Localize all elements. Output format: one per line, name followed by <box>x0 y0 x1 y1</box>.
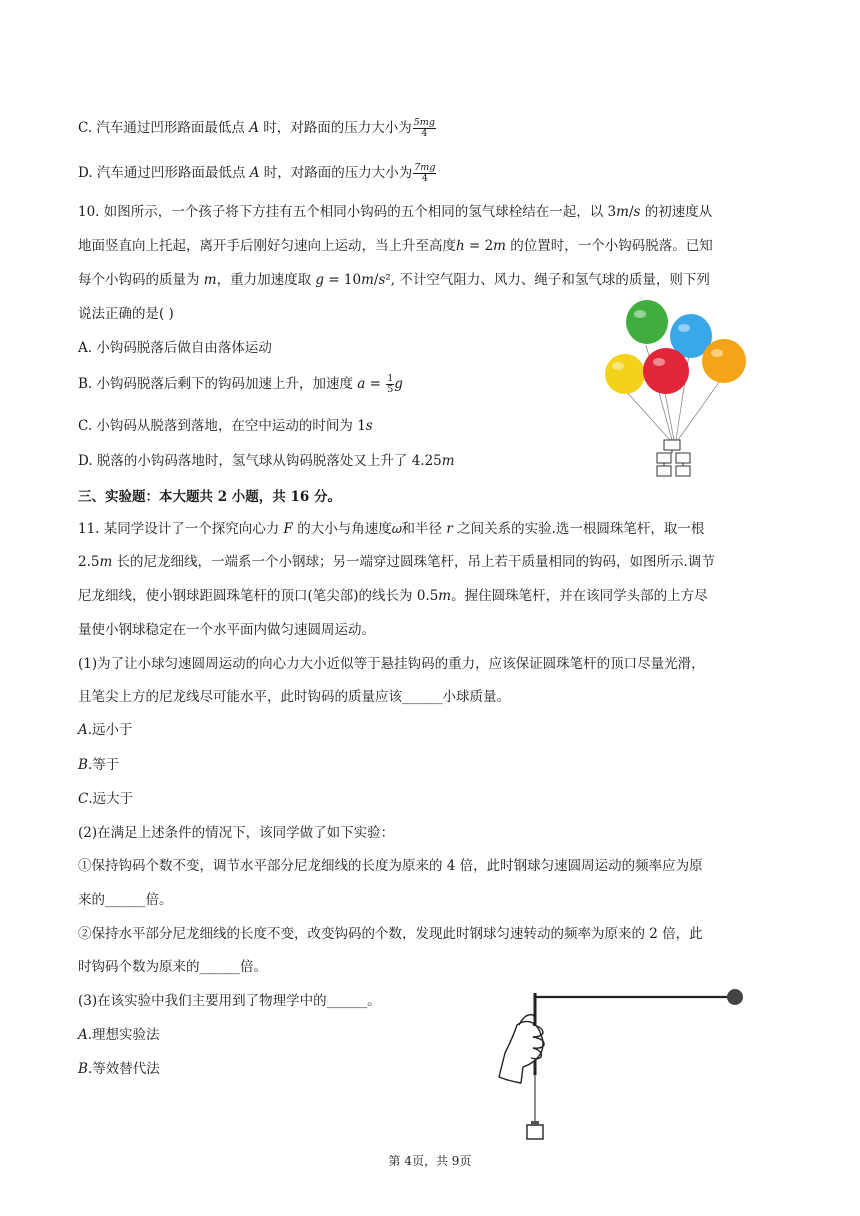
q10-option-d: D. 脱落的小钩码落地时，氢气球从钩码脱落处又上升了 4.25𝑚 <box>78 453 455 469</box>
q10-stem-line-1: 10. 如图所示，一个孩子将下方挂有五个相同小钩码的五个相同的氢气球栓结在一起，以 3𝑚/𝑠 的初速度从 <box>78 204 713 220</box>
section-3-heading: 三、实验题：本大题共 2 小题，共 16 分。 <box>78 489 341 505</box>
q11-stem-line-4: 量使小钢球稳定在一个水平面内做匀速圆周运动。 <box>78 622 375 638</box>
q10-stem-line-3: 每个小钩码的质量为 𝑚，重力加速度取 𝑔 = 10𝑚/𝑠², 不计空气阻力、风力、绳子和氢气球的质量，则下列 <box>78 272 710 288</box>
q11-part1-option-b: 𝐵.等于 <box>78 757 120 773</box>
balloon-figure <box>600 300 760 490</box>
q11-part3-option-a: 𝐴.理想实验法 <box>78 1027 160 1043</box>
q11-stem-line-2: 2.5𝑚 长的尼龙细线，一端系一个小钢球；另一端穿过圆珠笔杆，吊上若干质量相同的钩码，如图所示.调节 <box>78 554 715 570</box>
green-balloon-body <box>626 300 668 344</box>
q11-part2b-line-1: ②保持水平部分尼龙细线的长度不变，改变钩码的个数，发现此时钢球匀速转动的频率为原来的 2 倍，此 <box>78 926 703 942</box>
q11-part1-line-1: (1)为了让小球匀速圆周运动的向心力大小近似等于悬挂钩码的重力，应该保证圆珠笔杆的顶口尽量光滑， <box>78 656 705 672</box>
q11-part2b-line-2: 时钩码个数为原来的______倍。 <box>78 959 267 975</box>
q9-option-d-text: D. 汽车通过凹形路面最低点 𝐴 时，对路面的压力大小为 <box>78 165 413 181</box>
q10-option-b-tail: 𝑔 <box>394 376 403 392</box>
hook-weight <box>527 1125 543 1139</box>
q11-part1-option-a: 𝐴.远小于 <box>78 722 133 738</box>
q11-part2a-line-1: ①保持钩码个数不变，调节水平部分尼龙细线的长度为原来的 4 倍，此时钢球匀速圆周运动的频率应为原 <box>78 858 703 874</box>
q11-part1-option-c: 𝐶.远大于 <box>78 791 134 807</box>
q9-option-c-fraction <box>413 118 436 139</box>
q9-option-c-denominator: 4 <box>421 128 428 139</box>
q11-part1-line-2: 且笔尖上方的尼龙线尽可能水平，此时钩码的质量应该______小球质量。 <box>78 689 510 705</box>
q9-option-c <box>78 118 436 139</box>
orange-balloon <box>702 339 746 383</box>
q9-option-d-fraction <box>413 163 436 184</box>
q10-stem-line-4: 说法正确的是( ) <box>78 306 174 322</box>
yellow-balloon-body <box>605 354 645 394</box>
q9-option-c-text: C. 汽车通过凹形路面最低点 𝐴 时，对路面的压力大小为 <box>78 120 412 136</box>
red-balloon <box>643 348 689 394</box>
centripetal-apparatus-figure <box>495 985 755 1145</box>
q9-option-d-numerator: 7𝑚𝑔 <box>414 162 436 173</box>
q11-part2a-line-2: 来的______倍。 <box>78 892 173 908</box>
q10-option-a: A. 小钩码脱落后做自由落体运动 <box>78 340 272 356</box>
q11-part3-option-b: 𝐵.等效替代法 <box>78 1061 160 1077</box>
q10-option-b-denominator: 5 <box>387 384 394 395</box>
q10-option-b-text: B. 小钩码脱落后剩下的钩码加速上升，加速度 𝑎 = <box>78 376 381 392</box>
orange-balloon-body <box>702 339 746 383</box>
q9-option-d-denominator: 4 <box>421 173 428 184</box>
q9-option-c-numerator: 5𝑚𝑔 <box>413 117 435 128</box>
q11-part3-line: (3)在该实验中我们主要用到了物理学中的______。 <box>78 993 381 1009</box>
yellow-balloon <box>605 354 645 394</box>
q10-option-b <box>78 374 403 395</box>
page-footer: 第 4页，共 9页 <box>388 1154 472 1168</box>
hand-icon <box>499 1015 544 1083</box>
red-balloon-body <box>643 348 689 394</box>
steel-ball <box>727 989 743 1005</box>
green-balloon <box>626 300 668 344</box>
q10-stem-line-2: 地面竖直向上托起，离开手后刚好匀速向上运动，当上升至高度ℎ = 2𝑚 的位置时，一个小钩码脱落。已知 <box>78 238 713 254</box>
q9-option-d <box>78 163 436 184</box>
q10-option-b-numerator: 1 <box>387 373 394 384</box>
q11-stem-line-3: 尼龙细线，使小钢球距圆珠笔杆的顶口(笔尖部)的线长为 0.5𝑚。握住圆珠笔杆，并在该同学头部的上方尽 <box>78 588 708 604</box>
q11-part2-intro: (2)在满足上述条件的情况下，该同学做了如下实验： <box>78 825 395 841</box>
hook-weights <box>657 440 690 476</box>
q11-stem-line-1: 11. 某同学设计了一个探究向心力 𝐹 的大小与角速度𝜔和半径 𝑟 之间关系的实验.选一根圆珠笔杆，取一根 <box>78 521 705 537</box>
q10-option-c: C. 小钩码从脱落到落地，在空中运动的时间为 1𝑠 <box>78 418 373 434</box>
